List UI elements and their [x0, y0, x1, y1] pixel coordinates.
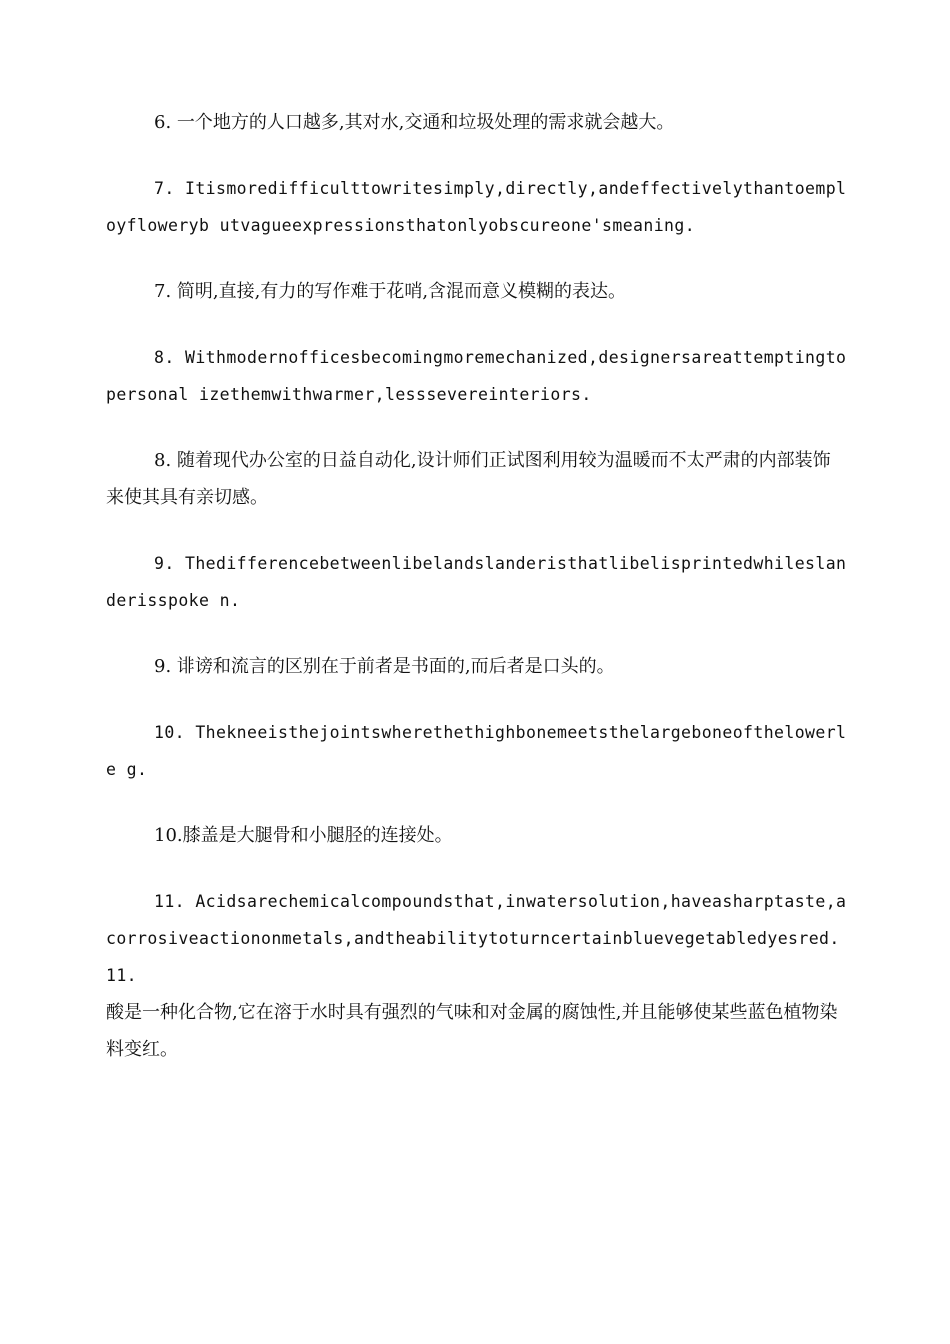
paragraph-11-en: 11. Acidsarechemicalcompoundsthat,inwatersolution,haveasharptaste,acorrosiveactiononmetals,andtheabilitytoturncertainbluevegetabledyesred.11. [106, 892, 847, 985]
paragraph-7-en: 7. Itismoredifficulttowritesimply,directly,andeffectivelythantoemployfloweryb utvagueexpressionsthatonlyobscureone'smeaning. [106, 179, 847, 235]
paragraph-9-zh: 9. 诽谤和流言的区别在于前者是书面的,而后者是口头的。 [154, 656, 615, 677]
paragraph-9-en: 9. Thedifferencebetweenlibelandslanderisthatlibelisprintedwhileslanderisspoke n. [106, 554, 847, 610]
paragraph-7-zh: 7. 简明,直接,有力的写作难于花哨,含混而意义模糊的表达。 [154, 281, 627, 302]
paragraph-10-en: 10. Thekneeisthejointswherethethighbonemeetsthelargeboneofthelowerle g. [106, 723, 847, 779]
document-body [106, 104, 848, 1068]
paragraph-10-zh: 10.膝盖是大腿骨和小腿胫的连接处。 [154, 825, 453, 846]
paragraph-8-zh: 8. 随着现代办公室的日益自动化,设计师们正试图利用较为温暖而不太严肃的内部装饰来使其具有亲切感。 [106, 450, 831, 508]
paragraph-8-en: 8. Withmodernofficesbecomingmoremechanized,designersareattemptingtopersonal izethemwithwarmer,lesssevereinteriors. [106, 348, 847, 404]
paragraph-11-zh: 酸是一种化合物,它在溶于水时具有强烈的气味和对金属的腐蚀性,并且能够使某些蓝色植物染料变红。 [106, 1002, 838, 1060]
paragraph-6-zh: 6. 一个地方的人口越多,其对水,交通和垃圾处理的需求就会越大。 [154, 112, 675, 133]
